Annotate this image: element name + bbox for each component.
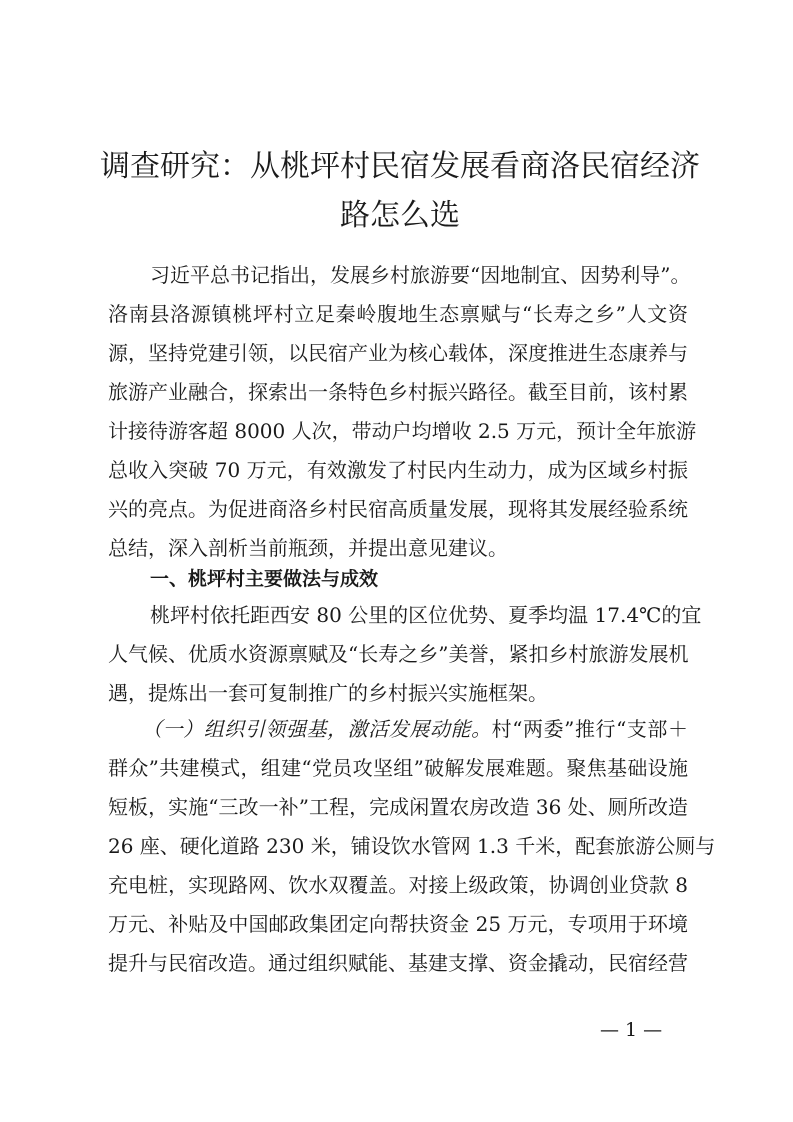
subsection-lead: （一）组织引领强基，激活发展动能。 (142, 717, 492, 741)
paragraph-1-line: 总结，深入剖析当前瓶颈，并提出意见建议。 (108, 536, 508, 560)
paragraph-3-line: 提升与民宿改造。通过组织赋能、基建支撑、资金撬动，民宿经营 (108, 951, 688, 975)
paragraph-3-line: 26 座、硬化道路 230 米，铺设饮水管网 1.3 千米，配套旅游公厕与 (108, 834, 716, 858)
paragraph-3-line: 万元、补贴及中国邮政集团定向帮扶资金 25 万元，专项用于环境 (108, 912, 688, 936)
paragraph-1-line: 旅游产业融合，探索出一条特色乡村振兴路径。截至目前，该村累 (108, 380, 688, 404)
section-heading-1: 一、桃坪村主要做法与成效 (150, 568, 379, 590)
document-title-line-2: 路怎么选 (340, 198, 460, 233)
paragraph-3-line: 短板，实施“三改一补”工程，完成闲置农房改造 36 处、厕所改造 (108, 795, 688, 819)
paragraph-3-line-rest: 村“两委”推行“支部＋ (491, 717, 689, 741)
paragraph-1-line: 习近平总书记指出，发展乡村旅游要“因地制宜、因势利导”。 (150, 263, 691, 287)
paragraph-2-line: 遇，提炼出一套可复制推广的乡村振兴实施框架。 (108, 681, 548, 705)
paragraph-1-line: 洛南县洛源镇桃坪村立足秦岭腹地生态禀赋与“长寿之乡”人文资 (108, 302, 688, 326)
paragraph-2-line: 桃坪村依托距西安 80 公里的区位优势、夏季均温 17.4℃的宜 (150, 603, 702, 627)
page-number: — 1 — (600, 1019, 663, 1041)
paragraph-3-line: 充电桩，实现路网、饮水双覆盖。对接上级政策，协调创业贷款 8 (108, 873, 688, 897)
paragraph-3-line: 群众”共建模式，组建“党员攻坚组”破解发展难题。聚焦基础设施 (108, 756, 688, 780)
document-title-line-1: 调查研究：从桃坪村民宿发展看商洛民宿经济 (100, 149, 700, 184)
paragraph-1-line: 源，坚持党建引领，以民宿产业为核心载体，深度推进生态康养与 (108, 341, 688, 365)
paragraph-3-line (142, 717, 688, 741)
paragraph-1-line: 兴的亮点。为促进商洛乡村民宿高质量发展，现将其发展经验系统 (108, 497, 688, 521)
paragraph-2-line: 人气候、优质水资源禀赋及“长寿之乡”美誉，紧扣乡村旅游发展机 (108, 642, 689, 666)
paragraph-1-line: 计接待游客超 8000 人次，带动户均增收 2.5 万元，预计全年旅游 (108, 419, 697, 443)
paragraph-1-line: 总收入突破 70 万元，有效激发了村民内生动力，成为区域乡村振 (108, 458, 688, 482)
